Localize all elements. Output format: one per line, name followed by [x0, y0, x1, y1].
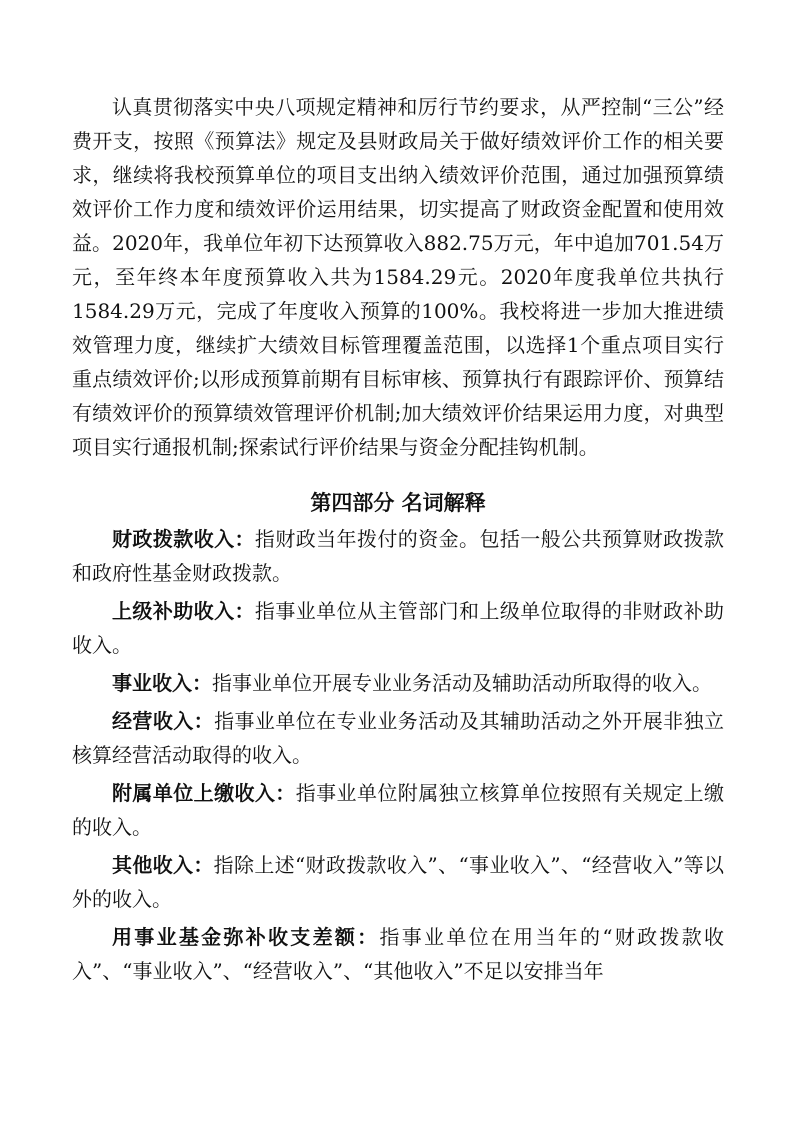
intro-paragraph: 认真贯彻落实中央八项规定精神和厉行节约要求，从严控制“三公”经费开支，按照《预算法》规定及县财政局关于做好绩效评价工作的相关要求，继续将我校预算单位的项目支出纳入绩效评价范围，通过加强预算绩效评价工作力度和绩效评价运用结果，切实提高了财政资金配置和使用效益。2020年，我单位年初下达预算收入882.75万元，年中追加701.54万元，至年终本年度预算收入共为1584.29元。2020年度我单位共执行1584.29万元，完成了年度收入预算的100%。我校将进一步加大推进绩效管理力度，继续扩大绩效目标管理覆盖范围，以选择1个重点项目实行重点绩效评价;以形成预算前期有目标审核、预算执行有跟踪评价、预算结有绩效评价的预算绩效管理评价机制;加大绩效评价结果运用力度，对典型项目实行通报机制;探索试行评价结果与资金分配挂钩机制。 [72, 95, 724, 459]
definition-item [72, 666, 724, 700]
definition-text: 指事业单位附属独立核算单位按照有关规定上缴的收入。 [72, 781, 725, 839]
definition-text: 指事业单位从主管部门和上级单位取得的非财政补助收入。 [72, 599, 725, 657]
definition-text: 指事业单位开展专业业务活动及辅助活动所取得的收入。 [212, 671, 712, 695]
definition-item [72, 522, 724, 590]
definition-term: 经营收入： [112, 709, 215, 733]
definition-item [72, 704, 724, 772]
definition-text: 指财政当年拨付的资金。包括一般公共预算财政拨款和政府性基金财政拨款。 [72, 527, 725, 585]
definition-term: 上级补助收入： [112, 599, 255, 623]
definition-text: 指事业单位在专业业务活动及其辅助活动之外开展非独立核算经营活动取得的收入。 [72, 709, 725, 767]
definition-text: 指除上述“财政拨款收入”、“事业收入”、“经营收入”等以外的收入。 [72, 853, 724, 911]
definition-item [72, 848, 724, 916]
section-title: 第四部分 名词解释 [310, 491, 486, 515]
definition-item [72, 920, 724, 988]
definition-item [72, 776, 724, 844]
definition-item [72, 594, 724, 662]
document-page [72, 90, 724, 992]
definition-term: 财政拨款收入： [112, 527, 255, 551]
definition-text: 指事业单位在用当年的“财政拨款收入”、“事业收入”、“经营收入”、“其他收入”不足以安排当年 [72, 925, 724, 983]
definition-term: 用事业基金弥补收支差额： [112, 925, 380, 949]
definition-term: 附属单位上缴收入： [112, 781, 296, 805]
definition-term: 其他收入： [112, 853, 214, 877]
definition-term: 事业收入： [112, 671, 212, 695]
